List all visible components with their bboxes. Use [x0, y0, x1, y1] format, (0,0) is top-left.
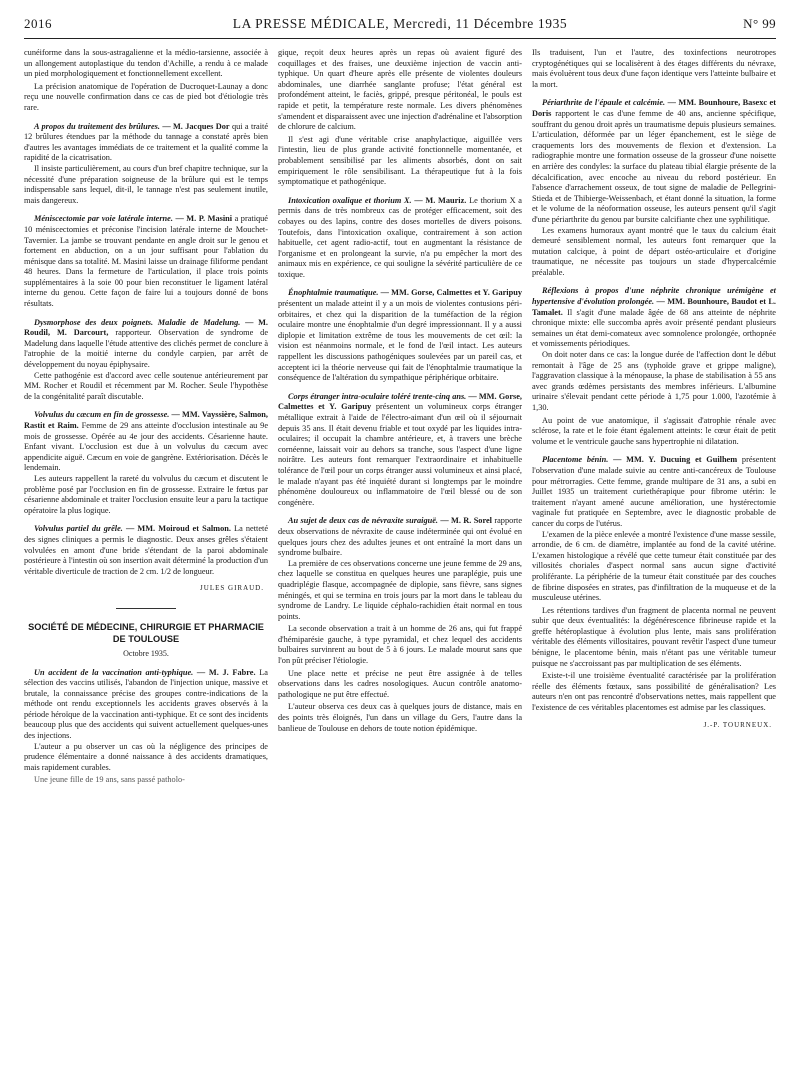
- paragraph: La netteté des signes cliniques a permis le diagnostic. Deux anses grêles s'étaient volvulées en amont d'une bride s'étendant de la paroi abdominale postérieure à l'intestin où son insertion avait déterminé la production d'un véritable diverticule de traction de 2 cm. 1/2 de longueur.: [24, 524, 269, 576]
- paragraph: Femme de 29 ans atteinte d'occlusion intestinale au 9e mois de grossesse. Opérée au 4e jour des accidents. Césarienne haute. Enfant vivant. L'occlusion est due à un volvulus du cæcum avec appendicite aiguë. Cæcum en voie de gangrène. Extériorisation. Décès le lendemain.: [24, 421, 268, 473]
- paragraph: cunéiforme dans la sous-astragalienne et la médio-tarsienne, associée à un allongement autoplastique du tendon d'Achille, a rendu à ce malade un pied morphologiquement et fonctionnellement excellent.: [24, 48, 268, 79]
- article-title: Périarthrite de l'épaule et calcémie.: [542, 98, 666, 108]
- section-divider: [116, 608, 176, 609]
- article-heading: [24, 122, 268, 164]
- article-author: — M. Roudil, M. Darcourt,: [24, 317, 268, 338]
- issue-number: N° 99: [743, 16, 776, 31]
- article-heading: [532, 455, 776, 529]
- article-title: Volvulus du cæcum en fin de grossesse.: [34, 410, 170, 420]
- article-title: Volvulus partiel du grêle.: [34, 524, 123, 534]
- article-heading: [532, 286, 776, 350]
- paragraph: On doit noter dans ce cas: la longue durée de l'affection dont le début remontait à l'âge de 25 ans (typhoïde grave et grippe maligne), l'aggravation classique à la ménopause, la phase de stabilisation à 55 ans avec grands œdèmes persistants des membres inférieurs. L'albumine urinaire s'élevait pendant cette période à 1,75 pour 1.000, l'azotémie à 1,30.: [532, 350, 776, 412]
- signature: JULES GIRAUD.: [200, 584, 264, 593]
- article-author: — MM. Bounhoure, Basexc et Doris: [532, 98, 777, 118]
- paragraph: Au point de vue anatomique, il s'agissait d'atrophie rénale avec sclérose, la rate et le foie étant également atteints: le cœur était de petit volume et le ventricule gauche sans hypertrophie ni dilatation.: [532, 415, 776, 446]
- paragraph: a pratiqué 10 méniscectomies et préconise l'incision latérale interne de Mouchet-Tavernier. La jambe se trouvant pendante en angle droit sur le genou et fortement en abduction, on a un jour suffisant pour l'ablation du ménisque dans sa totalité. M. Masini laisse un drainage filiforme pendant 48 heures. Dans la fermeture de l'articulation, il place trois points supplémentaires à la soie 00 pour bien reconstituer le ligament latéral interne du genou. Cette façon de faire lui a toujours donné de bons résultats.: [24, 214, 268, 309]
- article-title: Un accident de la vaccination anti-typhique.: [34, 667, 194, 677]
- paragraph: rapportent le cas d'une femme de 40 ans, ancienne spécifique, souffrant du genou droit après un traumatisme depuis plusieurs semaines. L'articulation, déformée par un léger épanchement, est le siège de craquements lors des mouvements de flexion et d'extension. La radiographie montre une formation osseuse de la grosseur d'une noisette en arrière des condyles: la surface du plateau tibial élargie présente de la décalcification, avec encoche au niveau du rebord postérieur. En l'absence d'arrachement osseux, de tout signe de maladie de Pellegrini-Stieda et de Thibierge-Weissenbach, et étant donné la situation, la forme et le volume de la néoformation osseuse, les auteurs pensent qu'il s'agit d'une périarthrite du genou par bursite calcifiante chez une syphilitique.: [532, 108, 776, 224]
- journal-title: LA PRESSE MÉDICALE, Mercredi, 11 Décembre 1935: [232, 16, 568, 31]
- article-author: — MM. Gorse, Calmettes et Y. Garipuy: [278, 391, 522, 412]
- article-author: — M. Mauriz.: [414, 195, 467, 205]
- paragraph: rapporte deux observations de névraxite de cause indéterminée qui ont évolué en quelques jours chez des adultes jeunes et ont entraîné la mort dans un syndrome bulbaire.: [278, 516, 523, 558]
- paragraph: Il insiste particulièrement, au cours d'un bref chapitre technique, sur la nécessité d'une préparation soigneuse de la brûlure qui est le temps indispensable sans lequel, dit-il, le tannage n'est pas seulement inutile, mais dangereux.: [24, 163, 268, 205]
- paragraph: présentent l'observation d'une malade suivie au centre anti-cancéreux de Toulouse pour métrorragies. Cette femme, grande multipare de 31 ans, a subi en Juillet 1935 un traitement curiethérapique pour fibrome utérin: le traitement n'ayant amené aucune amélioration, une hystérectomie vaginale fut pratiquée en Septembre, avec le diagnostic probable de cancer du corps de l'utérus.: [532, 455, 777, 528]
- society-heading-line: SOCIÉTÉ DE MÉDECINE, CHIRURGIE ET PHARMACIE: [28, 621, 264, 632]
- paragraph: Cette pathogénie est d'accord avec celle soutenue antérieurement par MM. Rocher et Roudil et récemment par M. Rocher. Seule l'hypothèse de la congénitalité paraît discutable.: [24, 370, 268, 401]
- article-author: — MM. Gorse, Calmettes et Y. Garipuy: [380, 288, 522, 298]
- article-heading: [24, 668, 268, 742]
- article-title: A propos du traitement des brûlures.: [34, 121, 160, 131]
- article-author: — MM. Vayssière, Salmon, Rastit et Raim.: [24, 410, 268, 430]
- paragraph: gique, reçoit deux heures après un repas où avaient figuré des coquillages et des fraises, une deuxième injection de vaccin anti-typhique. Un quart d'heure après elle présente de violentes douleurs abdominales, une diarrhée sanglante profuse; l'état général est profondément atteint, le faciès, grippé, presque péritonéal, le pouls est rapide et petit, la température reste normale. Les divers phénomènes s'amendent et disparaissent avec une injection d'adrénaline et l'absorption de chlorure de calcium.: [278, 48, 522, 132]
- paragraph: Une jeune fille de 19 ans, sans passé patholo-: [34, 775, 185, 785]
- paragraph: L'auteur observa ces deux cas à quelques jours de distance, mais en des points très éloignés, l'un dans un village du Gers, l'autre dans la banlieue de Toulouse en dehors de toute notion épidémique.: [278, 702, 522, 733]
- article-heading: [278, 196, 522, 281]
- article-author: — M. R. Sorel: [440, 516, 492, 526]
- paragraph: Il s'est agi d'une véritable crise anaphylactique, aiguillée vers l'intestin, lieu de plus grande activité fonctionnelle momentanée, et probablement sensibilisé par les aliments absorbés, dont on sait empiriquement le rôle sensibilisant. La thérapeutique fut à la fois symptomatique et pathogénique.: [278, 134, 522, 187]
- article-title: Corps étranger intra-oculaire toléré trente-cinq ans.: [288, 391, 467, 401]
- society-date: Octobre 1935.: [123, 648, 169, 658]
- paragraph: Existe-t-il une troisième éventualité caractérisée par la prolifération réelle des éléments fœtaux, sans possibilité de généralisation? Les auteurs n'en ont pas rencontré d'observations nettes, mais rappellent que l'existence de ces véritables placentomes est admise par les classiques.: [532, 671, 776, 713]
- article-author: — M. J. Fabre.: [196, 667, 256, 677]
- article-author: — M. Jacques Dor: [162, 121, 230, 131]
- paragraph: La première de ces observations concerne une jeune femme de 29 ans, chez laquelle se constitua en quelques heures une paraplégie, puis une quadriplégie flasque, accompagnée de diplopie, sans fièvre, sans signes méningés, et qui se termina en trois jours par la mort dans le tableau du syndrome de Landry. Le liquide céphalo-rachidien était normal en tous points.: [278, 558, 522, 621]
- paragraph: L'auteur a pu observer un cas où la négligence des principes de prudence élémentaire a donné naissance à des accidents dramatiques, mais rapidement curables.: [24, 741, 268, 772]
- page-number: 2016: [24, 16, 52, 31]
- article-heading: [278, 392, 522, 509]
- article-author: — MM. Bounhoure, Baudot et L. Tamalet.: [532, 297, 777, 317]
- article-author: — M. P. Masini: [175, 214, 233, 224]
- paragraph: L'examen de la pièce enlevée a montré l'existence d'une masse sessile, arrondie, de 6 cm. de diamètre, implantée au fond de la cavité utérine. L'examen histologique a révélé que cette tumeur était constituée par des villosités choriales d'aspect normal sans aucun signe d'activité proliférante. La périphérie de la tumeur était constituée par des couches de fibrine disposées en strates, pas d'infiltration de la muqueuse et de la musculeuse utérines.: [532, 529, 776, 603]
- article-author: — MM. Moiroud et Salmon.: [125, 524, 231, 534]
- paragraph: Le thorium X a permis dans de très nombreux cas de protéger efficacement, soit des cobayes ou des lapins, contre des doses mortelles de divers poisons. Toutefois, dans l'intoxication oxalique, contrairement à son action habituelle, cet agent radio-actif, tout en augmentant la résistance de l'organisme et en prolongeant la survie, n'a pu empêcher la mort des animaux mis en expérience, ce qui souligne la sévérité particulière de ce toxique.: [278, 195, 522, 279]
- article-title: Intoxication oxalique et thorium X.: [288, 195, 412, 205]
- paragraph: Ils traduisent, l'un et l'autre, des toxinfections neurotropes cryptogénétiques qui se localisèrent à des étages différents du névraxe, mais évoluèrent tous deux d'une façon identique vers l'atteinte bulbaire et la mort.: [532, 48, 776, 89]
- article-title: Énophtalmie traumatique.: [288, 288, 379, 298]
- paragraph: rapporteur. Observation de syndrome de Madelung dans laquelle l'étude attentive des clichés permet de conclure à l'atrophie de la moitié interne du condyle carpien, par arrêt de développement du noyau épiphysaire.: [24, 328, 269, 370]
- article-title: Placentome bénin.: [542, 455, 609, 465]
- society-heading: [24, 621, 268, 645]
- column-2: [278, 48, 522, 736]
- article-heading: [278, 288, 522, 383]
- paragraph: Il s'agit d'une malade âgée de 68 ans atteinte de néphrite chronique mixte: elle succomba après avoir présenté pendant plusieurs semaines un état demi-comateux avec somnolence prolongée, orthopnée et vomissements périodiques.: [532, 307, 776, 349]
- article-heading: [278, 516, 522, 558]
- paragraph: Les examens humoraux ayant montré que le taux du calcium était demeuré sensiblement normal, les auteurs font remarquer que la mutation calcique, à point de départ ostéo-articulaire et d'origine traumatique, ne nécessite pas toujours un stade d'hypercalcémie préalable.: [532, 225, 776, 277]
- paragraph: La seconde observation a trait à un homme de 26 ans, qui fut frappé d'hémiparésie gauche, à type pyramidal, et chez lequel des accidents bulbaires survinrent au bout de 5 à 6 jours. Le malade mourut sans que l'on pût préciser l'étiologie.: [278, 624, 522, 666]
- article-author: — MM. Y. Ducuing et Guilhem: [613, 455, 738, 465]
- article-title: Réflexions à propos d'une néphrite chronique urémigène et hypertensive d'évolution prolongée.: [532, 286, 776, 307]
- header-rule: [24, 38, 776, 39]
- paragraph: La sélection des vaccins utilisés, l'abandon de l'injection unique, massive et brutale, la connaissance précise des groupes contre-indications de la méthode ont rendu exceptionnels les accidents graves observés à la période héroïque de la vaccination anti-typhique. Et ce sont des incidents beaucoup plus que des accidents qui suivent actuellement quelques-unes des injections.: [24, 667, 268, 741]
- paragraph: présentent un malade atteint il y a un mois de violentes contusions péri-orbitaires, et chez qui la disparition de la tuméfaction de la région oculaire montre une énophtalmie d'un degré impressionnant. Il y a aussi diplopie et limitation extrême de tous les mouvements de cet œil: la vision est néanmoins normale, et le fond de l'œil intact. Les auteurs rappellent les discussions pathogéniques soulevées par un pareil cas, et acceptent ici la théorie nerveuse qui fait de l'énophtalmie traumatique la conséquence de l'altération du sympathique périphérique orbitaire.: [278, 299, 522, 383]
- article-title: Au sujet de deux cas de névraxite suraiguë.: [288, 516, 438, 526]
- column-1: [24, 48, 268, 788]
- paragraph: Une place nette et précise ne peut être assignée à de telles observations dans les cadres nosologiques. Aucun contrôle anatomo-pathologique ne put être effectué.: [278, 668, 522, 699]
- society-heading-line: DE TOULOUSE: [112, 633, 180, 644]
- signature: J.-P. TOURNEUX.: [703, 720, 772, 729]
- paragraph: Les auteurs rappellent la rareté du volvulus du cæcum et discutent le problème posé par l'occlusion en fin de grossesse. Extraire le fœtus par césarienne abdominale et traiter l'occlusion ensuite leur a paru la tactique opératoire la plus logique.: [24, 473, 268, 515]
- article-heading: [24, 318, 268, 371]
- article-heading: [532, 98, 776, 225]
- article-title: Dysmorphose des deux poignets. Maladie de Madelung.: [34, 317, 241, 327]
- column-3: [532, 48, 776, 730]
- paragraph: Les rétentions tardives d'un fragment de placenta normal ne peuvent subir que deux éventualités: la dégénérescence fibrineuse rapide et la greffe hétéroplastique à évolution plus lente, mais sans prolifération véritable des éléments villositaires, pouvant revêtir l'aspect d'une tumeur bénigne, le placentome bénin, mais n'étant pas une véritable tumeur puisque ne s'accroissant pas par multiplication de ses éléments.: [532, 605, 776, 668]
- paragraph: qui a traité 12 brûlures étendues par la méthode du tannage a constaté après bien d'autres les avantages immédiats de ce traitement et la qualité comme la rapidité de la cicatrisation.: [24, 121, 268, 163]
- article-heading: [24, 410, 268, 474]
- article-heading: [24, 214, 268, 309]
- paragraph: présentent un volumineux corps étranger métallique extrait à l'aide de l'électro-aimant d'un œil où il séjournait depuis 35 ans. Il était devenu friable et tout oxydé par les liquides intra-oculaires; il occupait la chambre antérieure, et, à travers une brèche cornéenne, laissait voir au dehors sa tranche, sous l'aspect d'une ligne noirâtre. Les auteurs font remarquer l'extraordinaire et inhabituelle tolérance de l'œil pour un corps étranger aussi volumineux et ainsi placé, le malade n'ayant pas été inquiété durant si longtemps par le moindre phénomène douloureux ou inflammatoire de l'œil blessé ou de son congénère.: [278, 402, 522, 507]
- article-heading: [24, 524, 268, 577]
- page-header: [24, 16, 776, 34]
- paragraph: La précision anatomique de l'opération de Ducroquet-Launay a donc reçu une nouvelle confirmation dans ce cas de pied bot d'étiologie très rare.: [24, 81, 268, 112]
- article-title: Méniscectomie par voie latérale interne.: [34, 214, 173, 224]
